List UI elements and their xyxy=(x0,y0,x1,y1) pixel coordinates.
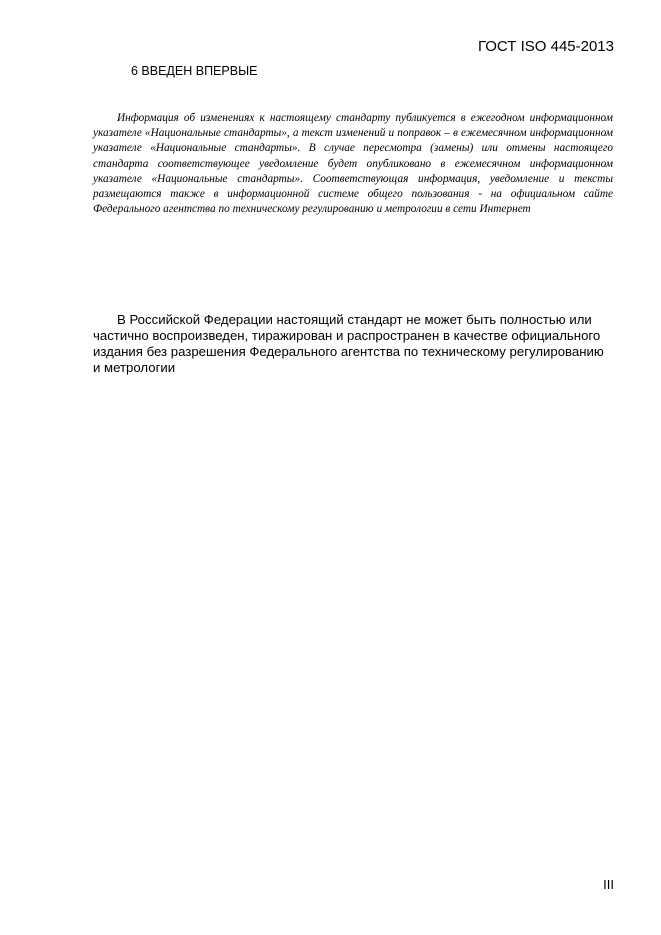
page-number: III xyxy=(603,877,614,892)
reproduction-rights-notice: В Российской Федерации настоящий стандарт не может быть полностью или частично воспроизведен, тиражирован и распространен в качестве официального издания без разрешения Федерального агентства по техническому регулированию и метрологии xyxy=(93,312,604,375)
amendments-info-notice: Информация об изменениях к настоящему стандарту публикуется в ежегодном информационном указателе «Национальные стандарты», а текст изменений и поправок – в ежемесячном информационном указателе «Национальные стандарты». В случае пересмотра (замены) или отмены настоящего стандарта соответствующее уведомление будет опубликовано в ежемесячном информационном указателе «Национальные стандарты». Соответствующая информация, уведомление и тексты размещаются также в информационной системе общего пользования - на официальном сайте Федерального агентства по техническому регулированию и метрологии в сети Интернет xyxy=(93,112,613,216)
document-code: ГОСТ ISO 445-2013 xyxy=(477,38,614,55)
item-6-introduced-first: 6 ВВЕДЕН ВПЕРВЫЕ xyxy=(131,64,258,78)
